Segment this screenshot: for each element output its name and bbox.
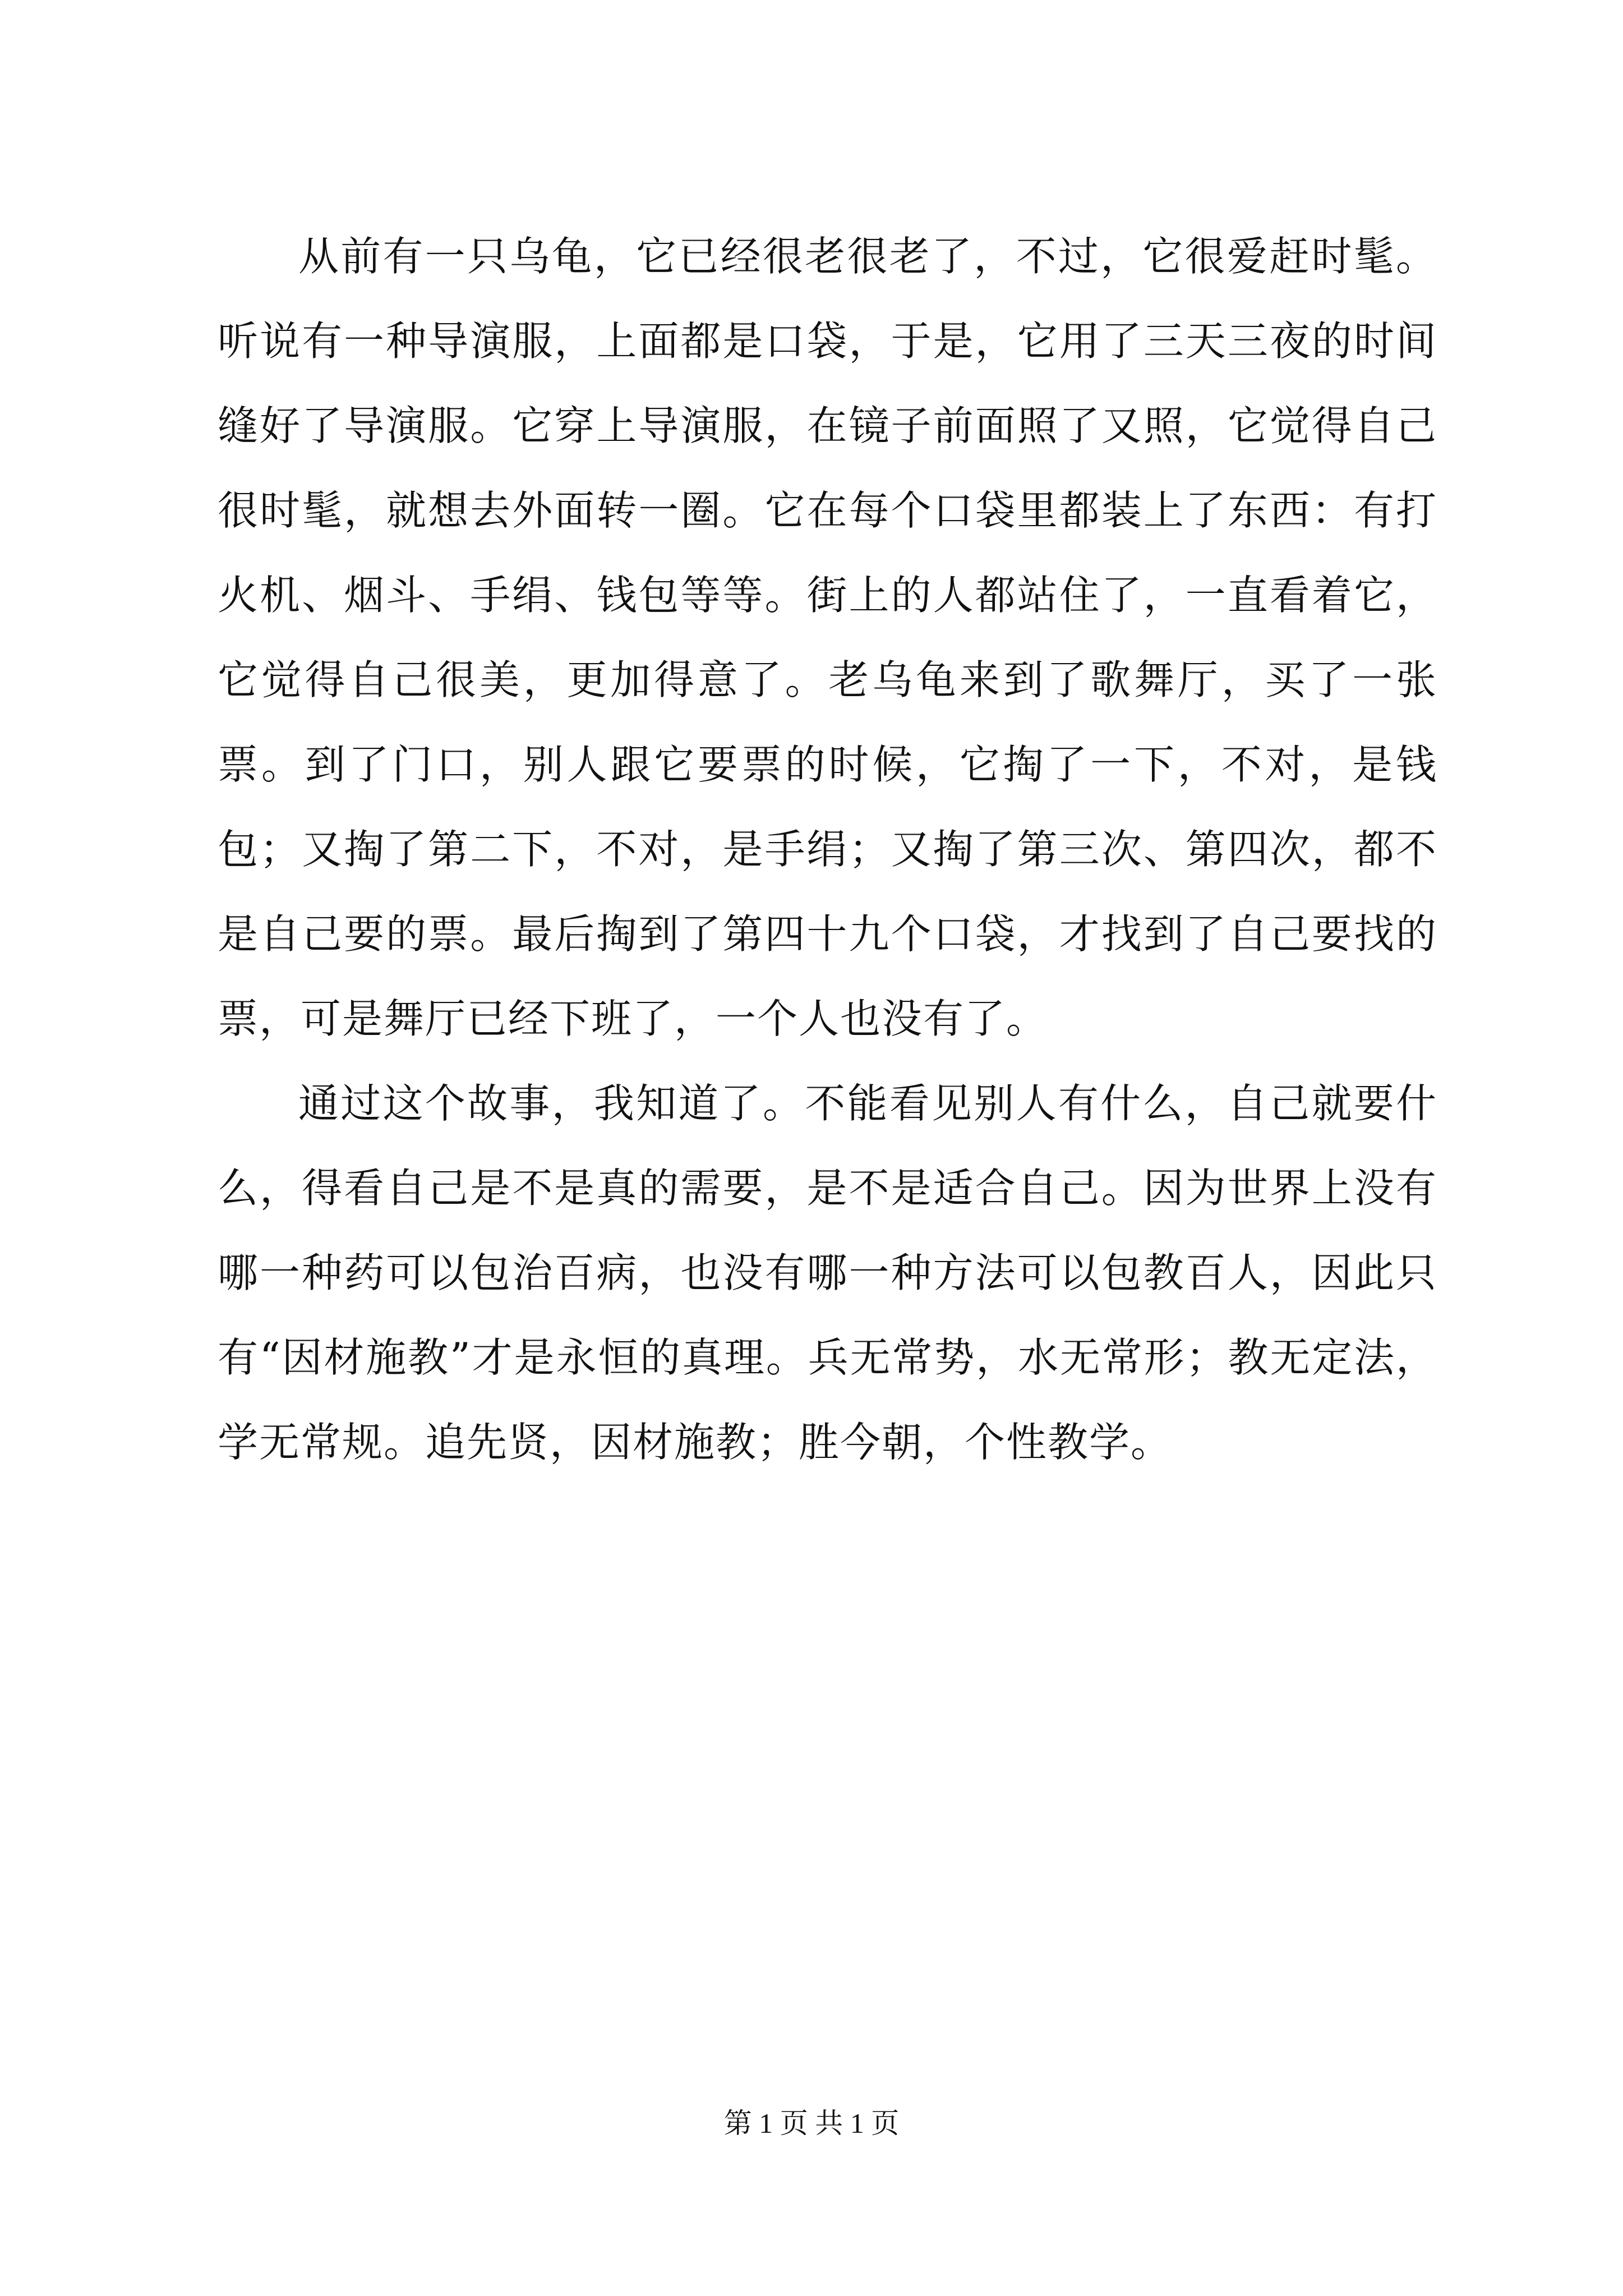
page-footer: 第 1 页 共 1 页	[723, 2108, 900, 2139]
paragraph-lesson: 通过这个故事，我知道了。不能看见别人有什么，自己就要什么，得看自己是不是真的需要，是不是适合自己。因为世界上没有哪一种药可以包治百病，也没有哪一种方法可以包教百人，因此只有“因材施教”才是永恒的真理。兵无常势，水无常形；教无定法，学无常规。追先贤，因材施教；胜今朝，个性教学。	[218, 1080, 1437, 1466]
document-body	[218, 214, 1437, 1485]
paragraph-story: 从前有一只乌龟，它已经很老很老了，不过，它很爱赶时髦。听说有一种导演服，上面都是口袋，于是，它用了三天三夜的时间缝好了导演服。它穿上导演服，在镜子前面照了又照，它觉得自己很时髦，就想去外面转一圈。它在每个口袋里都装上了东西：有打火机、烟斗、手绢、钱包等等。街上的人都站住了，一直看着它，它觉得自己很美，更加得意了。老乌龟来到了歌舞厅，买了一张票。到了门口，别人跟它要票的时候，它掏了一下，不对，是钱包；又掏了第二下，不对，是手绢；又掏了第三次、第四次，都不是自己要的票。最后掏到了第四十九个口袋，才找到了自己要找的票，可是舞厅已经下班了，一个人也没有了。	[218, 233, 1437, 1042]
